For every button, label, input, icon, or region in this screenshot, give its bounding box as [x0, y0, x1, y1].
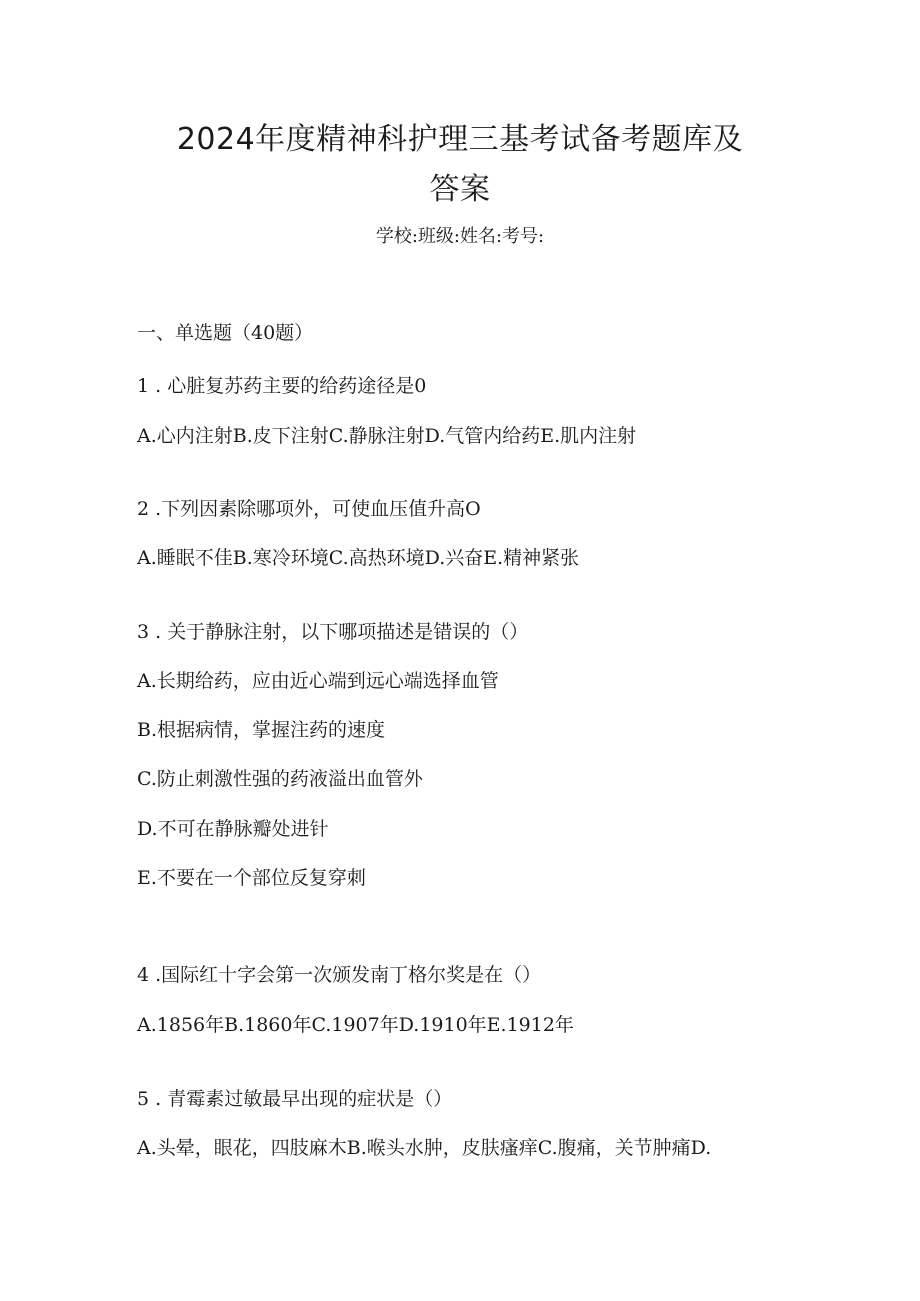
question-2-options: A.睡眠不佳B.寒冷环境C.高热环境D.兴奋E.精神紧张 — [137, 547, 580, 569]
question-3-option-a: A.长期给药，应由近心端到远心端选择血管 — [137, 670, 499, 692]
question-5-stem: 5 . 青霉素过敏最早出现的症状是（） — [137, 1088, 453, 1110]
student-info-line: 学校:班级:姓名:考号: — [375, 226, 545, 247]
question-1-stem: 1 . 心脏复苏药主要的给药途径是0 — [137, 375, 427, 397]
document-title-line-2: 答案 — [429, 172, 491, 207]
question-3-option-b: B.根据病情，掌握注药的速度 — [137, 719, 386, 741]
question-4-options: A.1856年B.1860年C.1907年D.1910年E.1912年 — [137, 1014, 574, 1036]
question-4-stem: 4 .国际红十字会第一次颁发南丁格尔奖是在（） — [137, 964, 542, 986]
document-title-line-1: 2024年度精神科护理三基考试备考题库及 — [176, 122, 744, 157]
question-5-options: A.头晕，眼花，四肢麻木B.喉头水肿，皮肤瘙痒C.腹痛，关节肿痛D. — [137, 1137, 712, 1159]
question-1-options: A.心内注射B.皮下注射C.静脉注射D.气管内给药E.肌内注射 — [137, 425, 637, 447]
section-heading: 一、单选题（40题） — [137, 322, 314, 344]
question-3-option-c: C.防止刺激性强的药液溢出血管外 — [137, 768, 423, 790]
question-3-option-e: E.不要在一个部位反复穿刺 — [137, 867, 366, 889]
question-3-stem: 3 . 关于静脉注射，以下哪项描述是错误的（） — [137, 621, 529, 643]
question-2-stem: 2 .下列因素除哪项外，可使血压值升高O — [137, 498, 481, 520]
question-3-option-d: D.不可在静脉瓣处进针 — [137, 818, 329, 840]
